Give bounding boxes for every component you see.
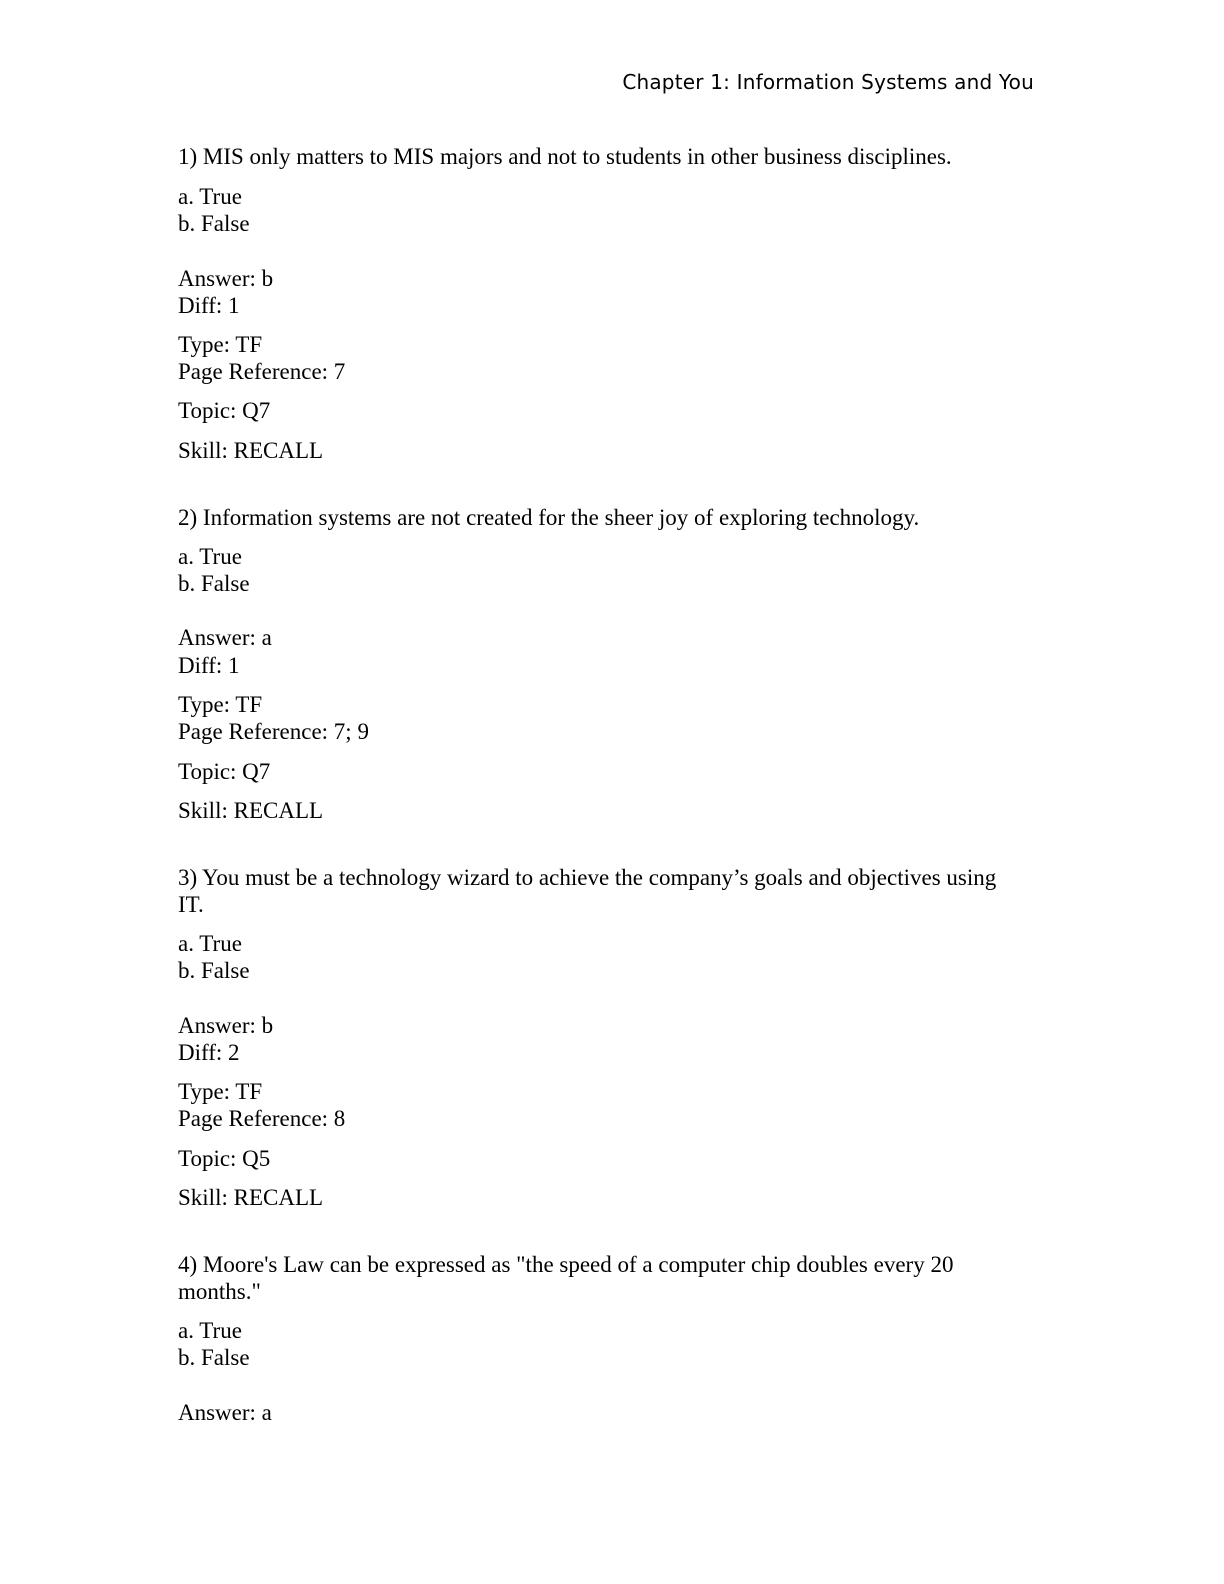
skill: Skill: RECALL	[178, 798, 324, 823]
question-type: Type: TF	[178, 692, 263, 717]
option-a: a. True	[178, 184, 242, 209]
question-type: Type: TF	[178, 332, 263, 357]
answer: Answer: b	[178, 1013, 274, 1038]
answer: Answer: a	[178, 1400, 272, 1425]
skill: Skill: RECALL	[178, 438, 324, 463]
option-a: a. True	[178, 544, 242, 569]
page-reference: Page Reference: 7; 9	[178, 719, 369, 744]
skill: Skill: RECALL	[178, 1185, 324, 1210]
question-stem-continued: months."	[178, 1279, 261, 1304]
topic: Topic: Q7	[178, 759, 271, 784]
question-stem-continued: IT.	[178, 892, 204, 917]
page-header: Chapter 1: Information Systems and You	[622, 70, 1034, 94]
question-stem: 3) You must be a technology wizard to achieve the company’s goals and objectives using	[178, 865, 997, 890]
question-stem: 4) Moore's Law can be expressed as "the speed of a computer chip doubles every 20	[178, 1252, 954, 1277]
difficulty: Diff: 1	[178, 293, 240, 318]
topic: Topic: Q7	[178, 398, 271, 423]
question-type: Type: TF	[178, 1079, 263, 1104]
option-b: b. False	[178, 571, 250, 596]
answer: Answer: a	[178, 625, 272, 650]
difficulty: Diff: 2	[178, 1040, 240, 1065]
option-a: a. True	[178, 1318, 242, 1343]
option-b: b. False	[178, 958, 250, 983]
topic: Topic: Q5	[178, 1146, 271, 1171]
page-reference: Page Reference: 7	[178, 359, 346, 384]
option-a: a. True	[178, 931, 242, 956]
option-b: b. False	[178, 211, 250, 236]
question-stem: 1) MIS only matters to MIS majors and not to students in other business disciplines.	[178, 144, 952, 169]
difficulty: Diff: 1	[178, 653, 240, 678]
question-stem: 2) Information systems are not created for the sheer joy of exploring technology.	[178, 505, 920, 530]
option-b: b. False	[178, 1345, 250, 1370]
answer: Answer: b	[178, 266, 274, 291]
page-reference: Page Reference: 8	[178, 1106, 346, 1131]
